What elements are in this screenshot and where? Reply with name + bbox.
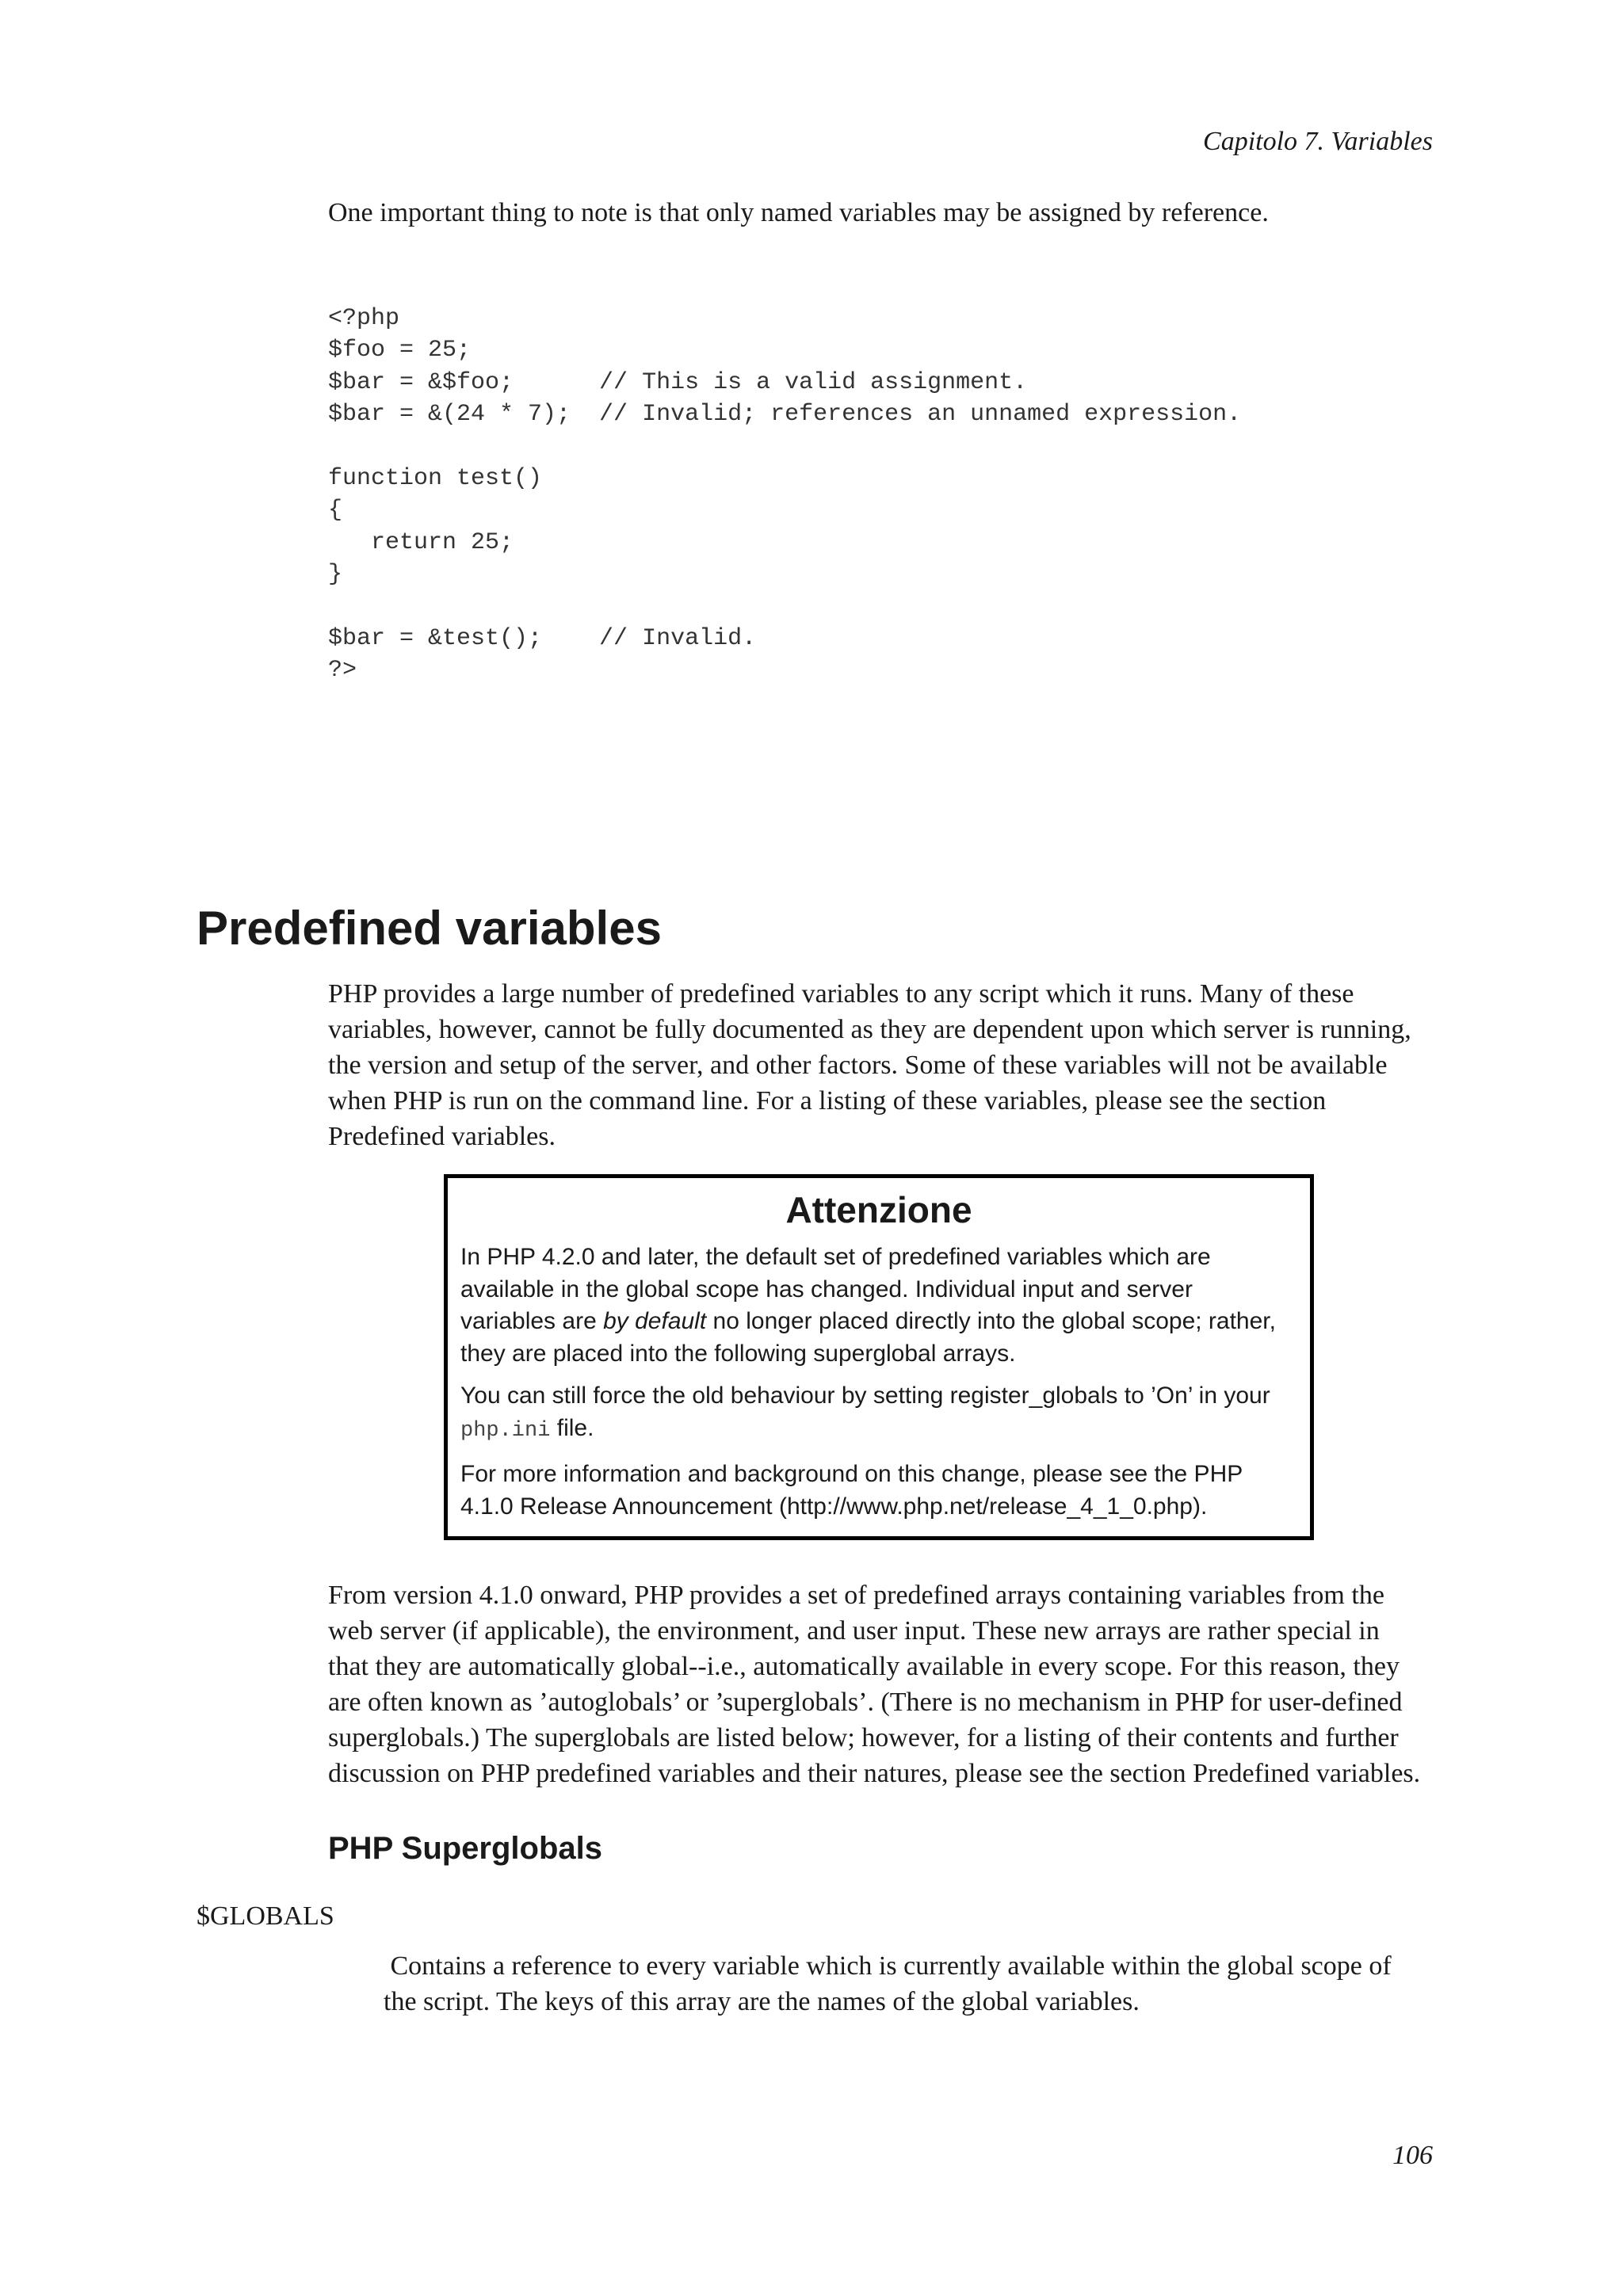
page-number: 106 (1392, 2141, 1433, 2170)
predefined-variables-paragraph (328, 976, 1438, 1154)
warning-line: 4.1.0 Release Announcement (http://www.php.net/release_4_1_0.php). (460, 1493, 1208, 1520)
globals-description (384, 1948, 1438, 2019)
paragraph-line: the script. The keys of this array are the names of the global variables. (384, 1987, 1140, 2016)
warning-text: file. (550, 1414, 594, 1441)
warning-line: In PHP 4.2.0 and later, the default set of predefined variables which are (460, 1244, 1211, 1270)
warning-paragraph (460, 1380, 1297, 1447)
running-header: Capitolo 7. Variables (1203, 127, 1433, 156)
code-line: $bar = &test(); // Invalid. (328, 625, 757, 653)
warning-line (460, 1413, 1297, 1447)
paragraph-line: that they are automatically global--i.e., automatically available in every scope. For this reason, they (328, 1652, 1400, 1681)
code-line: $foo = 25; (328, 337, 472, 364)
warning-line (460, 1306, 1297, 1338)
code-line: function test() (328, 465, 543, 493)
paragraph-line: web server (if applicable), the environment, and user input. These new arrays are rather special in (328, 1616, 1380, 1646)
code-line: ?> (328, 657, 357, 685)
warning-paragraph (460, 1459, 1297, 1523)
superglobals-intro-paragraph (328, 1577, 1453, 1791)
code-line: { (328, 497, 343, 524)
code-block (328, 303, 1241, 687)
intro-paragraph: One important thing to note is that only named variables may be assigned by reference. (328, 198, 1269, 227)
code-line: return 25; (328, 528, 514, 556)
warning-box (444, 1174, 1314, 1540)
paragraph-line: the version and setup of the server, and other factors. Some of these variables will not be available (328, 1051, 1388, 1080)
paragraph-line: are often known as ’autoglobals’ or ’superglobals’. (There is no mechanism in PHP for user-defined (328, 1688, 1403, 1717)
code-line: <?php (328, 305, 400, 332)
warning-line: they are placed into the following superglobal arrays. (460, 1340, 1016, 1367)
warning-paragraph (460, 1241, 1297, 1370)
warning-line: available in the global scope has changed. Individual input and server (460, 1276, 1193, 1302)
section-title: Predefined variables (197, 902, 662, 955)
paragraph-line: when PHP is run on the command line. For a listing of these variables, please see the section (328, 1086, 1327, 1116)
paragraph-line: discussion on PHP predefined variables and their natures, please see the section Predefined variables. (328, 1759, 1421, 1788)
warning-text: no longer placed directly into the global scope; rather, (706, 1308, 1276, 1334)
paragraph-line: From version 4.1.0 onward, PHP provides a set of predefined arrays containing variables from the (328, 1581, 1384, 1610)
superglobals-heading: PHP Superglobals (328, 1831, 603, 1866)
paragraph-line: Predefined variables. (328, 1122, 556, 1151)
warning-line: For more information and background on this change, please see the PHP (460, 1461, 1243, 1487)
emphasis-by-default: by default (603, 1308, 707, 1334)
code-line: $bar = &$foo; // This is a valid assignment. (328, 368, 1028, 396)
code-line: } (328, 561, 343, 589)
paragraph-line: Contains a reference to every variable which is currently available within the global scope of (384, 1951, 1392, 1981)
paragraph-line: variables, however, cannot be fully documented as they are dependent upon which server is running, (328, 1015, 1411, 1044)
warning-title: Attenzione (785, 1189, 972, 1230)
warning-line: You can still force the old behaviour by setting register_globals to ’On’ in your (460, 1383, 1270, 1409)
warning-text: variables are (460, 1308, 604, 1334)
globals-term: $GLOBALS (197, 1901, 334, 1931)
paragraph-line: superglobals.) The superglobals are listed below; however, for a listing of their contents and further (328, 1723, 1399, 1753)
paragraph-line: PHP provides a large number of predefined variables to any script which it runs. Many of these (328, 979, 1354, 1009)
php-ini-filename: php.ini (460, 1418, 551, 1443)
code-line: $bar = &(24 * 7); // Invalid; references an unnamed expression. (328, 401, 1242, 429)
